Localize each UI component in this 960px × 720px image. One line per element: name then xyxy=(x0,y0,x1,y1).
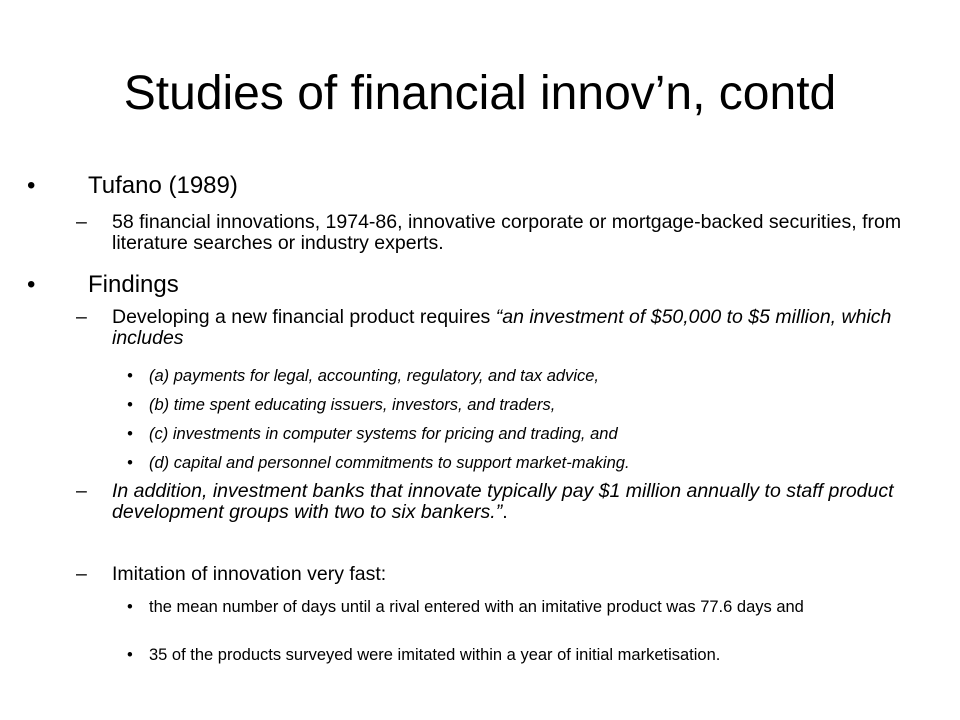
sub-bullet-item xyxy=(76,481,940,523)
sub-sub-bullet-item xyxy=(127,646,927,664)
slide-title: Studies of financial innov’n, contd xyxy=(123,67,837,120)
sub-sub-bullet-item xyxy=(127,396,927,414)
bullet-dot: • xyxy=(27,271,36,298)
bullet-dot: • xyxy=(127,646,133,664)
sub-sub-bullet-text: (d) capital and personnel commitments to support market-making. xyxy=(149,454,630,472)
sub-bullet-text: 58 financial innovations, 1974-86, innovative corporate or mortgage-backed securities, from literature searches or industry experts. xyxy=(112,211,902,254)
bullet-text: Tufano (1989) xyxy=(88,172,238,199)
bullet-dot: • xyxy=(127,367,133,385)
bullet-dot: • xyxy=(27,172,36,199)
sub-bullet-text xyxy=(112,307,940,349)
bullet-text: Findings xyxy=(88,271,179,298)
sub-bullet-text: Imitation of innovation very fast: xyxy=(112,563,387,585)
bullet-item-findings xyxy=(27,271,937,299)
sub-bullet-text-plain: Developing a new financial product requires xyxy=(112,306,496,328)
dash-bullet: – xyxy=(76,563,87,585)
sub-sub-bullet-text: (c) investments in computer systems for pricing and trading, and xyxy=(149,425,618,443)
sub-bullet-text-quote: In addition, investment banks that innovate typically pay $1 million annually to staff product development groups with two to six bankers.” xyxy=(112,480,894,523)
sub-sub-bullet-item xyxy=(127,454,927,472)
sub-sub-bullet-item xyxy=(127,598,927,616)
dash-bullet: – xyxy=(76,480,87,502)
bullet-dot: • xyxy=(127,598,133,616)
dash-bullet: – xyxy=(76,306,87,328)
sub-sub-bullet-text: (b) time spent educating issuers, investors, and traders, xyxy=(149,396,556,414)
bullet-dot: • xyxy=(127,454,133,472)
sub-sub-bullet-text: the mean number of days until a rival entered with an imitative product was 77.6 days and xyxy=(149,598,804,616)
sub-sub-bullet-item xyxy=(127,425,927,443)
bullet-dot: • xyxy=(127,396,133,414)
sub-bullet-text xyxy=(112,481,940,523)
sub-bullet-item xyxy=(76,307,940,349)
sub-sub-bullet-text: 35 of the products surveyed were imitated within a year of initial marketisation. xyxy=(149,646,721,664)
sub-sub-bullet-text: (a) payments for legal, accounting, regulatory, and tax advice, xyxy=(149,367,600,385)
sub-sub-bullet-item xyxy=(127,367,927,385)
sub-bullet-text-plain: . xyxy=(502,501,508,523)
dash-bullet: – xyxy=(76,211,87,233)
sub-bullet-text-quote: “an investment of $50,000 to $5 million, which includes xyxy=(112,306,892,349)
sub-bullet-item xyxy=(76,212,940,254)
bullet-dot: • xyxy=(127,425,133,443)
sub-bullet-item xyxy=(76,564,940,585)
bullet-item-tufano xyxy=(27,172,937,200)
